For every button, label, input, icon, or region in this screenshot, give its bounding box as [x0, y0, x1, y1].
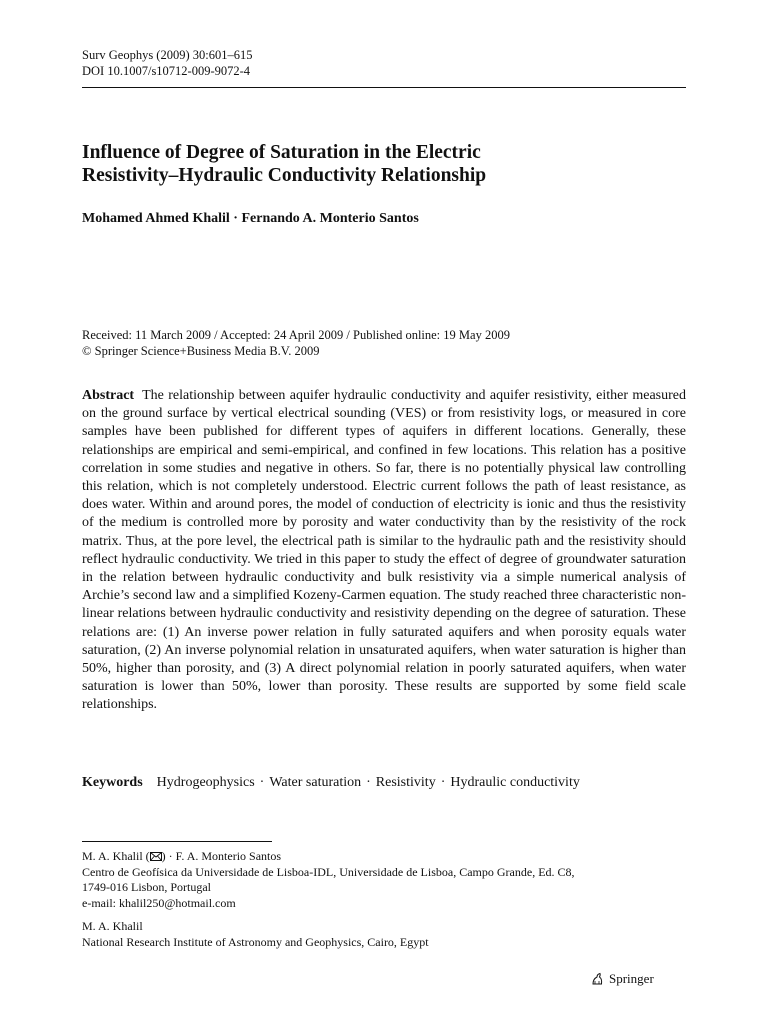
history-line: Received: 11 March 2009 / Accepted: 24 April 2009 / Published online: 19 May 2009: [82, 328, 510, 342]
paper-title: [82, 141, 686, 187]
authors: Mohamed Ahmed Khalil · Fernando A. Monterio Santos: [82, 211, 419, 226]
abstract: [82, 387, 686, 715]
abstract-heading: Abstract: [82, 388, 135, 403]
email[interactable]: e-mail: khalil250@hotmail.com: [82, 895, 236, 910]
footnote-rule: [82, 841, 272, 842]
author-1-name: M. A. Khalil (: [82, 849, 150, 863]
header-rule: [82, 87, 686, 88]
affiliation-2: [82, 919, 429, 950]
affiliation-author: M. A. Khalil: [82, 919, 143, 933]
affiliation-1: [82, 849, 575, 911]
author-2-name: ) · F. A. Monterio Santos: [161, 849, 282, 863]
affiliation-city: 1749-016 Lisbon, Portugal: [82, 880, 211, 894]
envelope-icon: [150, 852, 162, 861]
title-line-1: Influence of Degree of Saturation in the Electric: [82, 142, 481, 163]
keyword-item: Hydrogeophysics: [156, 775, 255, 790]
journal-header: [82, 48, 252, 79]
keyword-separator: ·: [440, 775, 446, 790]
keyword-separator: ·: [259, 775, 265, 790]
keywords: [82, 775, 686, 791]
affiliation-address: Centro de Geofísica da Universidade de Lisboa-IDL, Universidade de Lisboa, Campo Grande, Ed. C8,: [82, 864, 575, 879]
abstract-text: The relationship between aquifer hydraulic conductivity and aquifer resistivity, either measured on the ground surface by vertical electrical sounding (VES) or from resistivity logs, or measured in core samples have been published for different types of aquifers in different locations. Generally, these relationships are empirical and semi-empirical, and confined in few locations. This relation has a positive correlation in some studies and negative in others. So far, there is no potentially physical law controlling this relation, which is not completely understood. Electric current follows the path of least resistance, as does water. Within and around pores, the model of conduction of electricity is ionic and thus the resistivity of the medium is controlled more by porosity and water conductivity than by the resistivity of the rock matrix. Thus, at the pore level, the electrical path is similar to the hydraulic path and the resistivity should reflect hydraulic conductivity. We tried in this paper to study the effect of degree of groundwater saturation in the relation between hydraulic conductivity and bulk resistivity via a simple numerical analysis of Archie’s second law and a simplified Kozeny-Carmen equation. The study reached three characteristic non-linear relations between hydraulic conductivity and resistivity depending on the degree of saturation. These relations are: (1) An inverse power relation in fully saturated aquifers and when porosity equals water saturation, (2) An inverse polynomial relation in unsaturated aquifers, when water saturation is higher than 50%, higher than porosity, and (3) A direct polynomial relation in poorly saturated aquifers, when water saturation is lower than 50%, lower than porosity. These results are supported by some field scale relationships.: [82, 388, 686, 713]
springer-horse-icon: [590, 972, 604, 986]
keyword-item: Hydraulic conductivity: [450, 775, 580, 790]
publisher-name: Springer: [609, 971, 654, 986]
publisher-logo: [590, 971, 654, 987]
keywords-heading: Keywords: [82, 775, 143, 790]
journal-citation: Surv Geophys (2009) 30:601–615: [82, 48, 253, 62]
copyright-line: © Springer Science+Business Media B.V. 2009: [82, 344, 320, 358]
keyword-item: Water saturation: [269, 775, 362, 790]
doi: DOI 10.1007/s10712-009-9072-4: [82, 63, 251, 78]
keyword-item: Resistivity: [375, 775, 436, 790]
title-line-2: Resistivity–Hydraulic Conductivity Relationship: [82, 165, 487, 186]
publication-dates: [82, 327, 510, 359]
affiliation-institute: National Research Institute of Astronomy and Geophysics, Cairo, Egypt: [82, 934, 429, 949]
affiliation-authors: [82, 849, 575, 865]
keyword-separator: ·: [366, 775, 371, 790]
